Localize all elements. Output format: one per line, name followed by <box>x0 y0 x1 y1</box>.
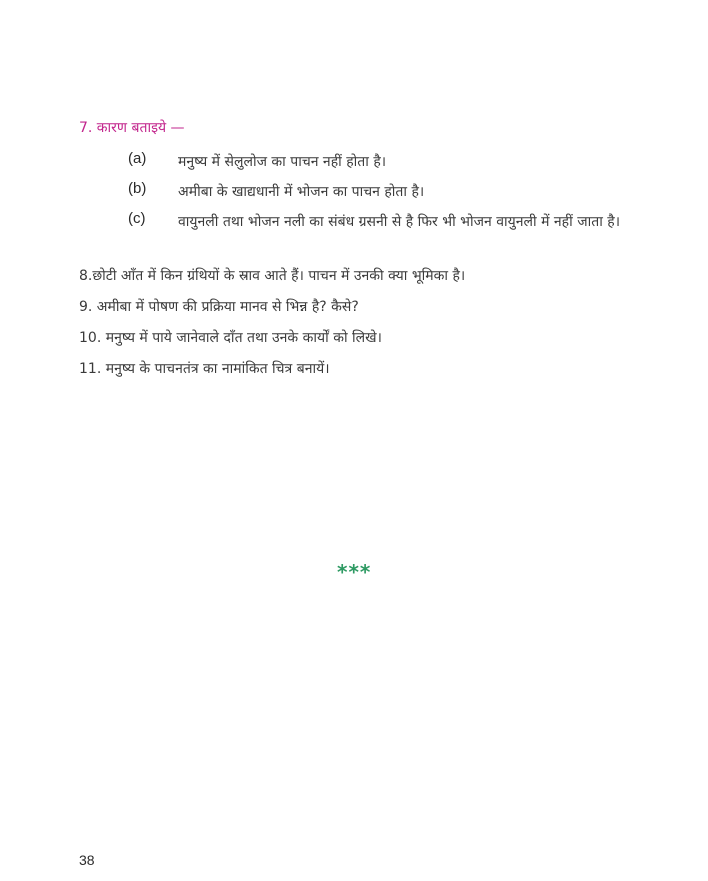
item-text: मनुष्य में सेलुलोज का पाचन नहीं होता है। <box>178 154 387 170</box>
item-marker: (a) <box>128 150 147 167</box>
question-7-heading: 7. कारण बताइये — <box>79 120 185 136</box>
item-text: अमीबा के खाद्यधानी में भोजन का पाचन होता है। <box>178 184 425 200</box>
question-8: 8.छोटी आँत में किन ग्रंथियों के स्राव आते हैं। पाचन में उनकी क्या भूमिका है। <box>79 268 466 284</box>
question-9: 9. अमीबा में पोषण की प्रक्रिया मानव से भिन्न है? कैसे? <box>79 299 359 315</box>
item-marker: (b) <box>128 180 147 197</box>
question-11: 11. मनुष्य के पाचनतंत्र का नामांकित चित्र बनायें। <box>79 361 330 377</box>
item-text: वायुनली तथा भोजन नली का संबंध ग्रसनी से है फिर भी भोजन वायुनली में नहीं जाता है। <box>178 214 621 230</box>
question-10: 10. मनुष्य में पाये जानेवाले दाँत तथा उनके कार्यों को लिखे। <box>79 330 382 346</box>
page-number: 38 <box>79 852 95 868</box>
section-separator-stars: *** <box>337 560 372 584</box>
item-marker: (c) <box>128 210 146 227</box>
